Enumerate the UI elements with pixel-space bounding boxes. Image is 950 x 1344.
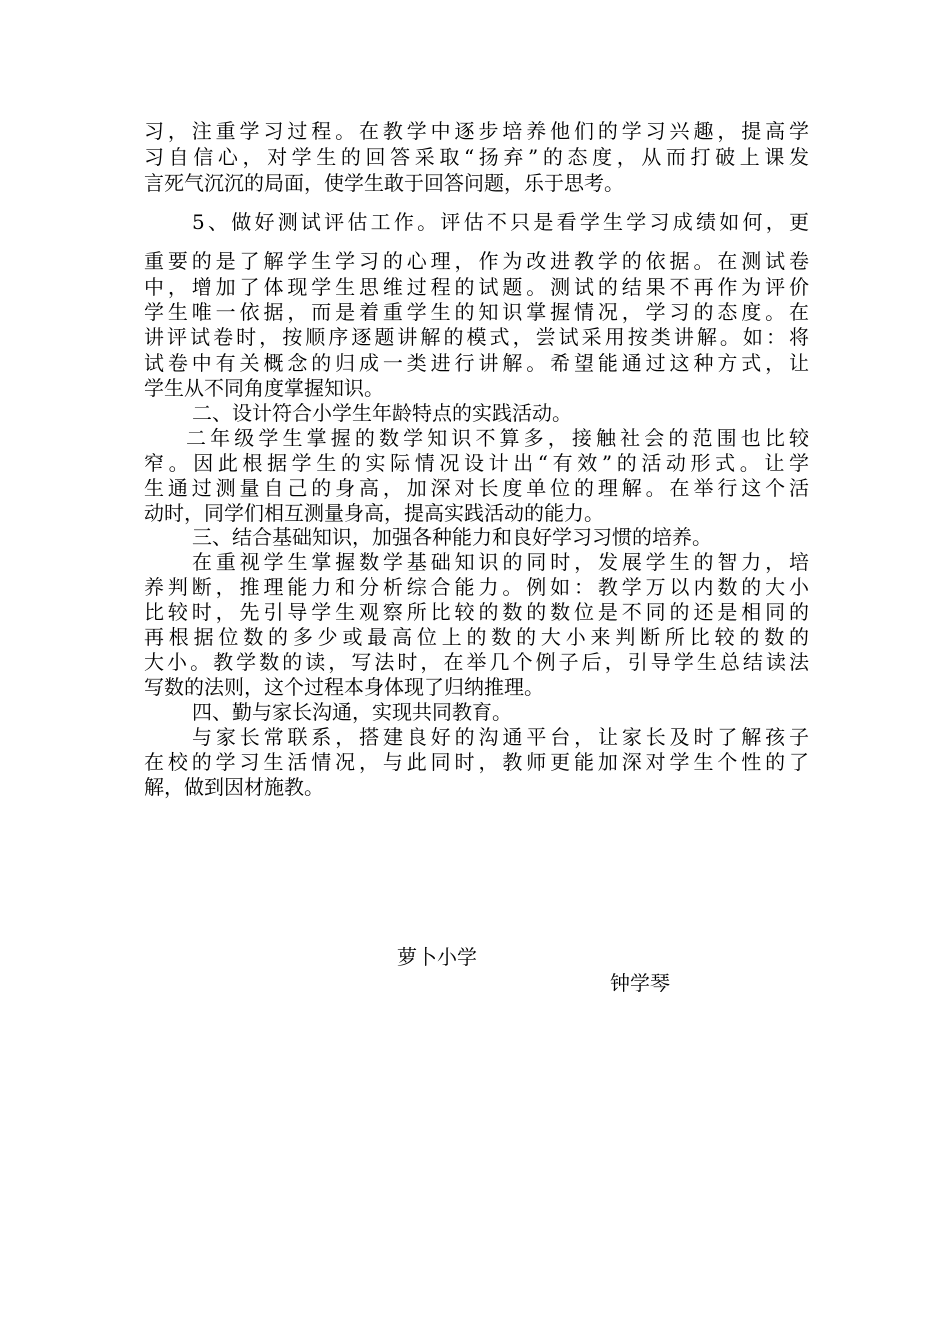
- text-line: 解，做到因材施教。: [144, 775, 324, 799]
- text-line: 重要的是了解学生学习的心理，作为改进教学的依据。在测试卷: [144, 249, 809, 273]
- section-heading-3: 三、结合基础知识，加强各种能力和良好学习习惯的培养。: [192, 525, 712, 549]
- section-heading-4: 四、勤与家长沟通，实现共同教育。: [192, 700, 512, 724]
- text-line: 习自信心，对学生的回答采取“扬弃”的态度，从而打破上课发: [144, 145, 809, 169]
- text-line: 二年级学生掌握的数学知识不算多，接触社会的范围也比较: [186, 426, 809, 450]
- text-line: 再根据位数的多少或最高位上的数的大小来判断所比较的数的: [144, 625, 809, 649]
- text-line: 学生从不同角度掌握知识。: [144, 376, 384, 400]
- text-line: 养判断，推理能力和分析综合能力。例如：教学万以内数的大小: [144, 575, 809, 599]
- text-line: 比较时，先引导学生观察所比较的数的数位是不同的还是相同的: [144, 600, 809, 624]
- text-line: 写数的法则，这个过程本身体现了归纳推理。: [144, 675, 544, 699]
- text-line: 言死气沉沉的局面，使学生敢于回答问题，乐于思考。: [144, 171, 624, 195]
- text-line: 生通过测量自己的身高，加深对长度单位的理解。在举行这个活: [144, 476, 809, 500]
- text-line: 动时，同学们相互测量身高，提高实践活动的能力。: [144, 501, 604, 525]
- text-line: 试卷中有关概念的归成一类进行讲解。希望能通过这种方式，让: [144, 351, 809, 375]
- text-line: 在重视学生掌握数学基础知识的同时，发展学生的智力，培: [192, 550, 809, 574]
- signature-name: 钟学琴: [610, 971, 670, 995]
- text-line: 窄。因此根据学生的实际情况设计出“有效”的活动形式。让学: [144, 451, 809, 475]
- text-line: 大小。教学数的读，写法时，在举几个例子后，引导学生总结读法: [144, 650, 809, 674]
- text-line: 与家长常联系，搭建良好的沟通平台，让家长及时了解孩子: [192, 725, 809, 749]
- text-line: 学生唯一依据，而是着重学生的知识掌握情况，学习的态度。在: [144, 300, 809, 324]
- text-line: 习，注重学习过程。在教学中逐步培养他们的学习兴趣，提高学: [144, 119, 809, 143]
- section-heading-2: 二、设计符合小学生年龄特点的实践活动。: [192, 401, 572, 425]
- signature-school: 萝卜小学: [397, 945, 477, 969]
- text-line: 讲评试卷时，按顺序逐题讲解的模式，尝试采用按类讲解。如：将: [144, 325, 809, 349]
- text-line: 在校的学习生活情况，与此同时，教师更能加深对学生个性的了: [144, 750, 809, 774]
- text-line: 中，增加了体现学生思维过程的试题。测试的结果不再作为评价: [144, 275, 809, 299]
- paragraph-heading-5: 5、做好测试评估工作。评估不只是看学生学习成绩如何，更: [192, 210, 809, 234]
